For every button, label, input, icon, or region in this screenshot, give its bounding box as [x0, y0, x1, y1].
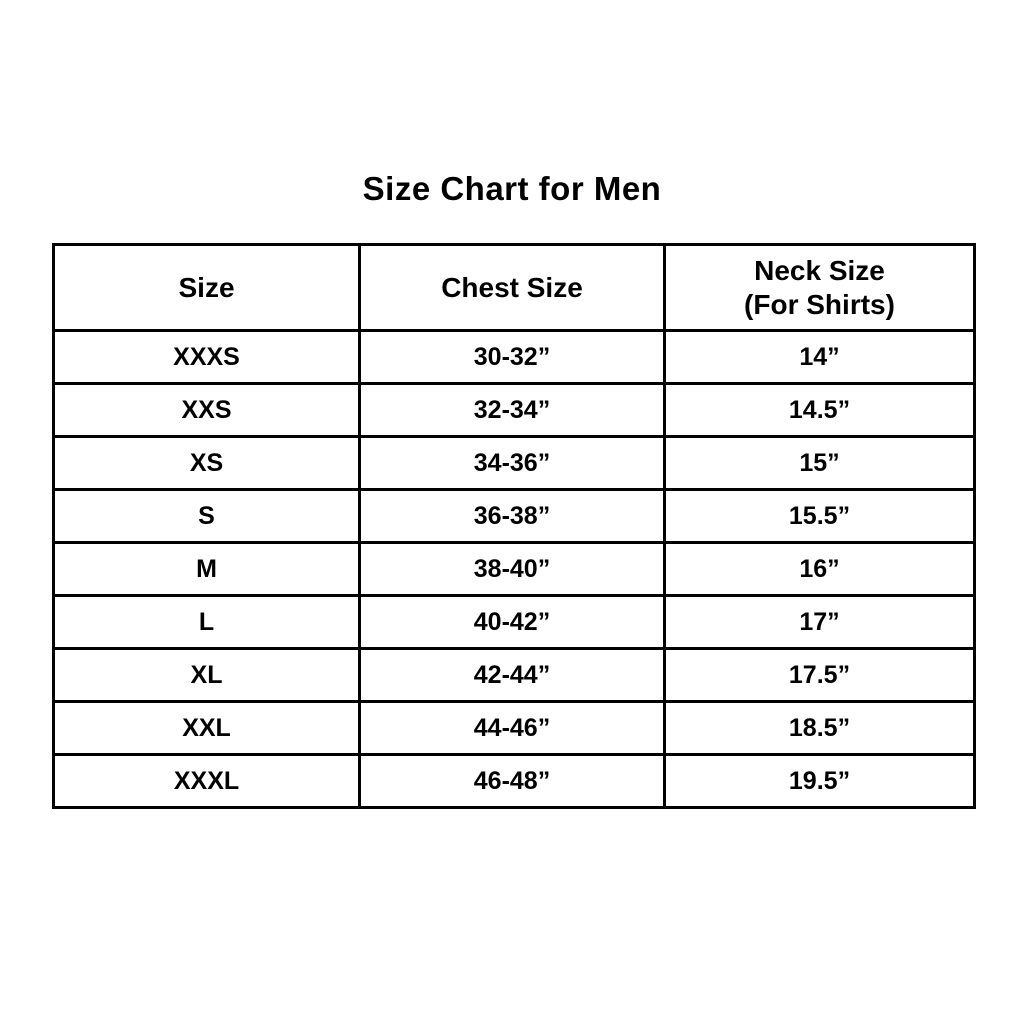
cell-size: XXL: [54, 702, 360, 755]
header-neck-size: [665, 245, 975, 331]
cell-chest-size: 38-40”: [360, 543, 665, 596]
table-row: [54, 437, 975, 490]
table-row: [54, 649, 975, 702]
page-title: Size Chart for Men: [362, 170, 662, 207]
cell-size: S: [54, 490, 360, 543]
cell-neck-size: 17”: [665, 596, 975, 649]
cell-chest-size: 36-38”: [360, 490, 665, 543]
table-header-row: [54, 245, 975, 331]
cell-chest-size: 46-48”: [360, 755, 665, 808]
cell-size: XS: [54, 437, 360, 490]
cell-neck-size: 18.5”: [665, 702, 975, 755]
header-neck-size-line2: (For Shirts): [744, 288, 895, 320]
cell-size: XXS: [54, 384, 360, 437]
cell-neck-size: 14”: [665, 331, 975, 384]
cell-neck-size: 15.5”: [665, 490, 975, 543]
cell-neck-size: 19.5”: [665, 755, 975, 808]
cell-chest-size: 44-46”: [360, 702, 665, 755]
header-neck-size-line1: Neck Size: [754, 254, 885, 286]
table-row: [54, 490, 975, 543]
cell-size: XXXL: [54, 755, 360, 808]
cell-chest-size: 40-42”: [360, 596, 665, 649]
table-row: [54, 702, 975, 755]
table-row: [54, 384, 975, 437]
table-row: [54, 596, 975, 649]
table-row: [54, 755, 975, 808]
header-chest-size: [360, 245, 665, 331]
header-size-label: Size: [178, 271, 235, 303]
cell-neck-size: 15”: [665, 437, 975, 490]
cell-size: L: [54, 596, 360, 649]
cell-size: XL: [54, 649, 360, 702]
size-chart-table: [52, 243, 976, 809]
table-row: [54, 331, 975, 384]
header-size: [54, 245, 360, 331]
header-chest-size-label: Chest Size: [441, 271, 583, 303]
cell-size: XXXS: [54, 331, 360, 384]
cell-chest-size: 34-36”: [360, 437, 665, 490]
cell-size: M: [54, 543, 360, 596]
cell-chest-size: 32-34”: [360, 384, 665, 437]
cell-chest-size: 42-44”: [360, 649, 665, 702]
cell-chest-size: 30-32”: [360, 331, 665, 384]
cell-neck-size: 17.5”: [665, 649, 975, 702]
cell-neck-size: 14.5”: [665, 384, 975, 437]
table-row: [54, 543, 975, 596]
cell-neck-size: 16”: [665, 543, 975, 596]
